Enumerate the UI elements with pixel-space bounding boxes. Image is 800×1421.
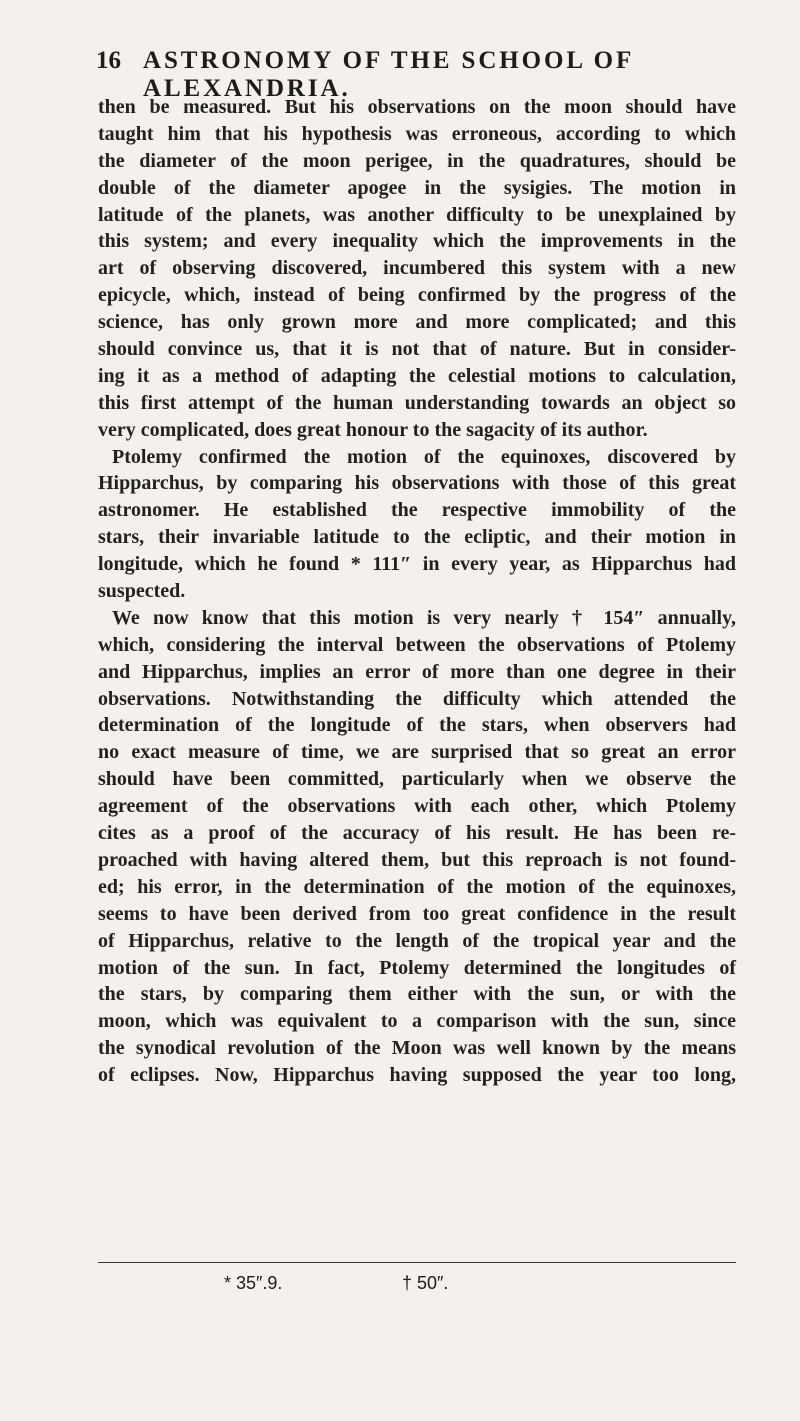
text-line: latitude of the planets, was another difficulty to be unexplained by [98,203,736,226]
text-line: Hipparchus, by comparing his observations with those of this great [98,472,736,495]
text-line: determination of the longitude of the stars, when observers had [98,714,736,737]
text-line: seems to have been derived from too great confidence in the result [98,902,736,925]
text-line: the diameter of the moon perigee, in the quadratures, should be [98,149,736,172]
text-line: the synodical revolution of the Moon was well known by the means [98,1037,736,1060]
text-line: ed; his error, in the determination of the motion of the equinoxes, [98,875,736,898]
body-text [98,94,736,1089]
text-line: Ptolemy confirmed the motion of the equinoxes, discovered by [112,445,736,468]
text-line: taught him that his hypothesis was erroneous, according to which [98,122,736,145]
footnote-1: * 35″.9. [224,1273,283,1293]
text-line: suspected. [98,580,186,603]
text-line: agreement of the observations with each other, which Ptolemy [98,795,736,818]
page-header [96,47,736,102]
text-line: of Hipparchus, relative to the length of the tropical year and the [98,929,736,952]
text-line: very complicated, does great honour to the sagacity of its author. [98,418,648,441]
text-line: science, has only grown more and more complicated; and this [98,311,736,334]
footnotes [98,1273,736,1303]
text-line: art of observing discovered, incumbered this system with a new [98,257,736,280]
running-title: ASTRONOMY OF THE SCHOOL OF ALEXANDRIA. [143,47,634,102]
text-line: ing it as a method of adapting the celestial motions to calculation, [98,364,736,387]
text-line: should have been committed, particularly when we observe the [98,768,736,791]
text-line: which, considering the interval between the observations of Ptolemy [98,633,736,656]
text-line: proached with having altered them, but this reproach is not found- [98,848,736,871]
text-line: astronomer. He established the respective immobility of the [98,499,736,522]
text-line: no exact measure of time, we are surprised that so great an error [98,741,736,764]
text-line: observations. Notwithstanding the difficulty which attended the [98,687,736,710]
text-line: moon, which was equivalent to a comparison with the sun, since [98,1010,736,1033]
text-line: double of the diameter apogee in the sysigies. The motion in [98,176,736,199]
text-line: longitude, which he found * 111″ in every year, as Hipparchus had [98,553,736,576]
text-line: and Hipparchus, implies an error of more than one degree in their [98,660,736,683]
text-line: cites as a proof of the accuracy of his result. He has been re- [98,822,736,845]
text-line: should convince us, that it is not that of nature. But in consider- [98,338,736,361]
text-line: stars, their invariable latitude to the ecliptic, and their motion in [98,526,736,549]
page-number: 16 [96,47,121,74]
text-line: motion of the sun. In fact, Ptolemy determined the longitudes of [98,956,736,979]
footnote-rule [98,1262,736,1263]
text-line: of eclipses. Now, Hipparchus having supposed the year too long, [98,1064,736,1087]
text-line: We now know that this motion is very nearly † 154″ annually, [112,606,736,629]
text-line: then be measured. But his observations on the moon should have [98,96,736,118]
text-line: epicycle, which, instead of being confirmed by the progress of the [98,284,736,307]
text-line: the stars, by comparing them either with the sun, or with the [98,983,736,1006]
text-line: this first attempt of the human understanding towards an object so [98,391,736,414]
footnote-2: † 50″. [402,1273,449,1293]
text-line: this system; and every inequality which the improvements in the [98,230,736,253]
